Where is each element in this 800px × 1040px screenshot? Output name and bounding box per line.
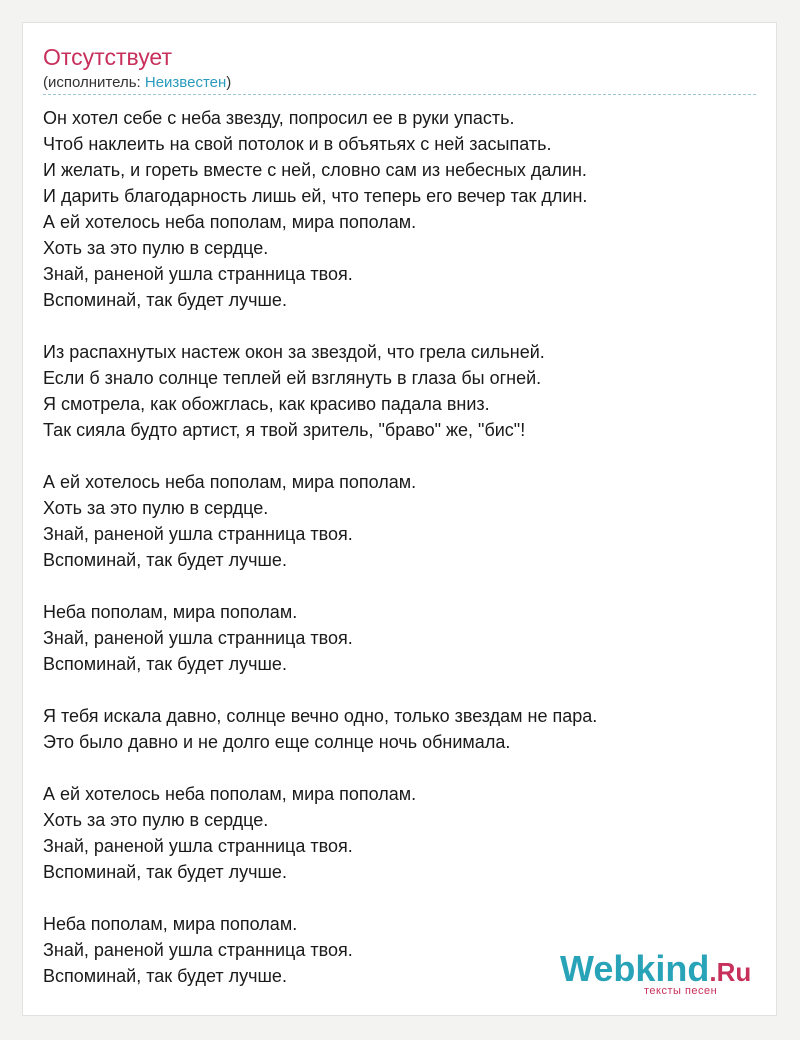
lyrics-line: Чтоб наклеить на свой потолок и в объятьях с ней засыпать. — [43, 134, 552, 154]
lyrics-stanza — [43, 105, 758, 313]
title-divider — [43, 94, 756, 95]
logo-name: Webkind — [560, 948, 710, 989]
lyrics-line: Он хотел себе с неба звезду, попросил ее в руки упасть. — [43, 108, 515, 128]
webkind-logo[interactable] — [560, 950, 760, 1000]
lyrics-line: Знай, раненой ушла странница твоя. — [43, 836, 353, 856]
artist-line — [43, 74, 231, 92]
lyrics-line: А ей хотелось неба пополам, мира пополам. — [43, 784, 417, 804]
lyrics-line: Из распахнутых настеж окон за звездой, что грела сильней. — [43, 342, 545, 362]
lyrics-stanza — [43, 599, 758, 677]
lyrics-line: Знай, раненой ушла странница твоя. — [43, 940, 353, 960]
logo-tagline: тексты песен — [644, 985, 718, 997]
lyrics-line: Вспоминай, так будет лучше. — [43, 290, 287, 310]
lyrics-line: Неба пополам, мира пополам. — [43, 602, 298, 622]
lyrics-body — [43, 105, 758, 1015]
artist-link[interactable]: Неизвестен — [144, 74, 227, 91]
lyrics-line: И желать, и гореть вместе с ней, словно сам из небесных далин. — [43, 160, 587, 180]
lyrics-line: Так сияла будто артист, я твой зритель, "браво" же, "бис"! — [43, 420, 526, 440]
lyrics-line: Вспоминай, так будет лучше. — [43, 862, 287, 882]
lyrics-line: И дарить благодарность лишь ей, что теперь его вечер так длин. — [43, 186, 588, 206]
lyrics-line: Я тебя искала давно, солнце вечно одно, только звездам не пара. — [43, 706, 598, 726]
lyrics-stanza — [43, 339, 758, 443]
lyrics-line: Знай, раненой ушла странница твоя. — [43, 524, 353, 544]
lyrics-line: Хоть за это пулю в сердце. — [43, 238, 269, 258]
lyrics-line: Знай, раненой ушла странница твоя. — [43, 628, 353, 648]
lyrics-stanza — [43, 469, 758, 573]
lyrics-sheet — [22, 22, 777, 1016]
lyrics-line: А ей хотелось неба пополам, мира пополам. — [43, 212, 417, 232]
lyrics-stanza — [43, 703, 758, 755]
lyrics-line: Вспоминай, так будет лучше. — [43, 550, 287, 570]
lyrics-stanza — [43, 781, 758, 885]
lyrics-line: Хоть за это пулю в сердце. — [43, 810, 269, 830]
logo-domain: .Ru — [709, 957, 752, 987]
lyrics-line: Я смотрела, как обожглась, как красиво падала вниз. — [43, 394, 490, 414]
lyrics-line: Это было давно и не долго еще солнце ночь обнимала. — [43, 732, 511, 752]
lyrics-line: Вспоминай, так будет лучше. — [43, 654, 287, 674]
song-title: Отсутствует — [43, 44, 172, 70]
lyrics-line: Неба пополам, мира пополам. — [43, 914, 298, 934]
lyrics-line: А ей хотелось неба пополам, мира пополам. — [43, 472, 417, 492]
artist-prefix: (исполнитель: — [43, 74, 145, 91]
lyrics-line: Вспоминай, так будет лучше. — [43, 966, 287, 986]
lyrics-line: Если б знало солнце теплей ей взглянуть в глаза бы огней. — [43, 368, 542, 388]
artist-suffix: ) — [226, 74, 232, 91]
lyrics-line: Знай, раненой ушла странница твоя. — [43, 264, 353, 284]
lyrics-line: Хоть за это пулю в сердце. — [43, 498, 269, 518]
